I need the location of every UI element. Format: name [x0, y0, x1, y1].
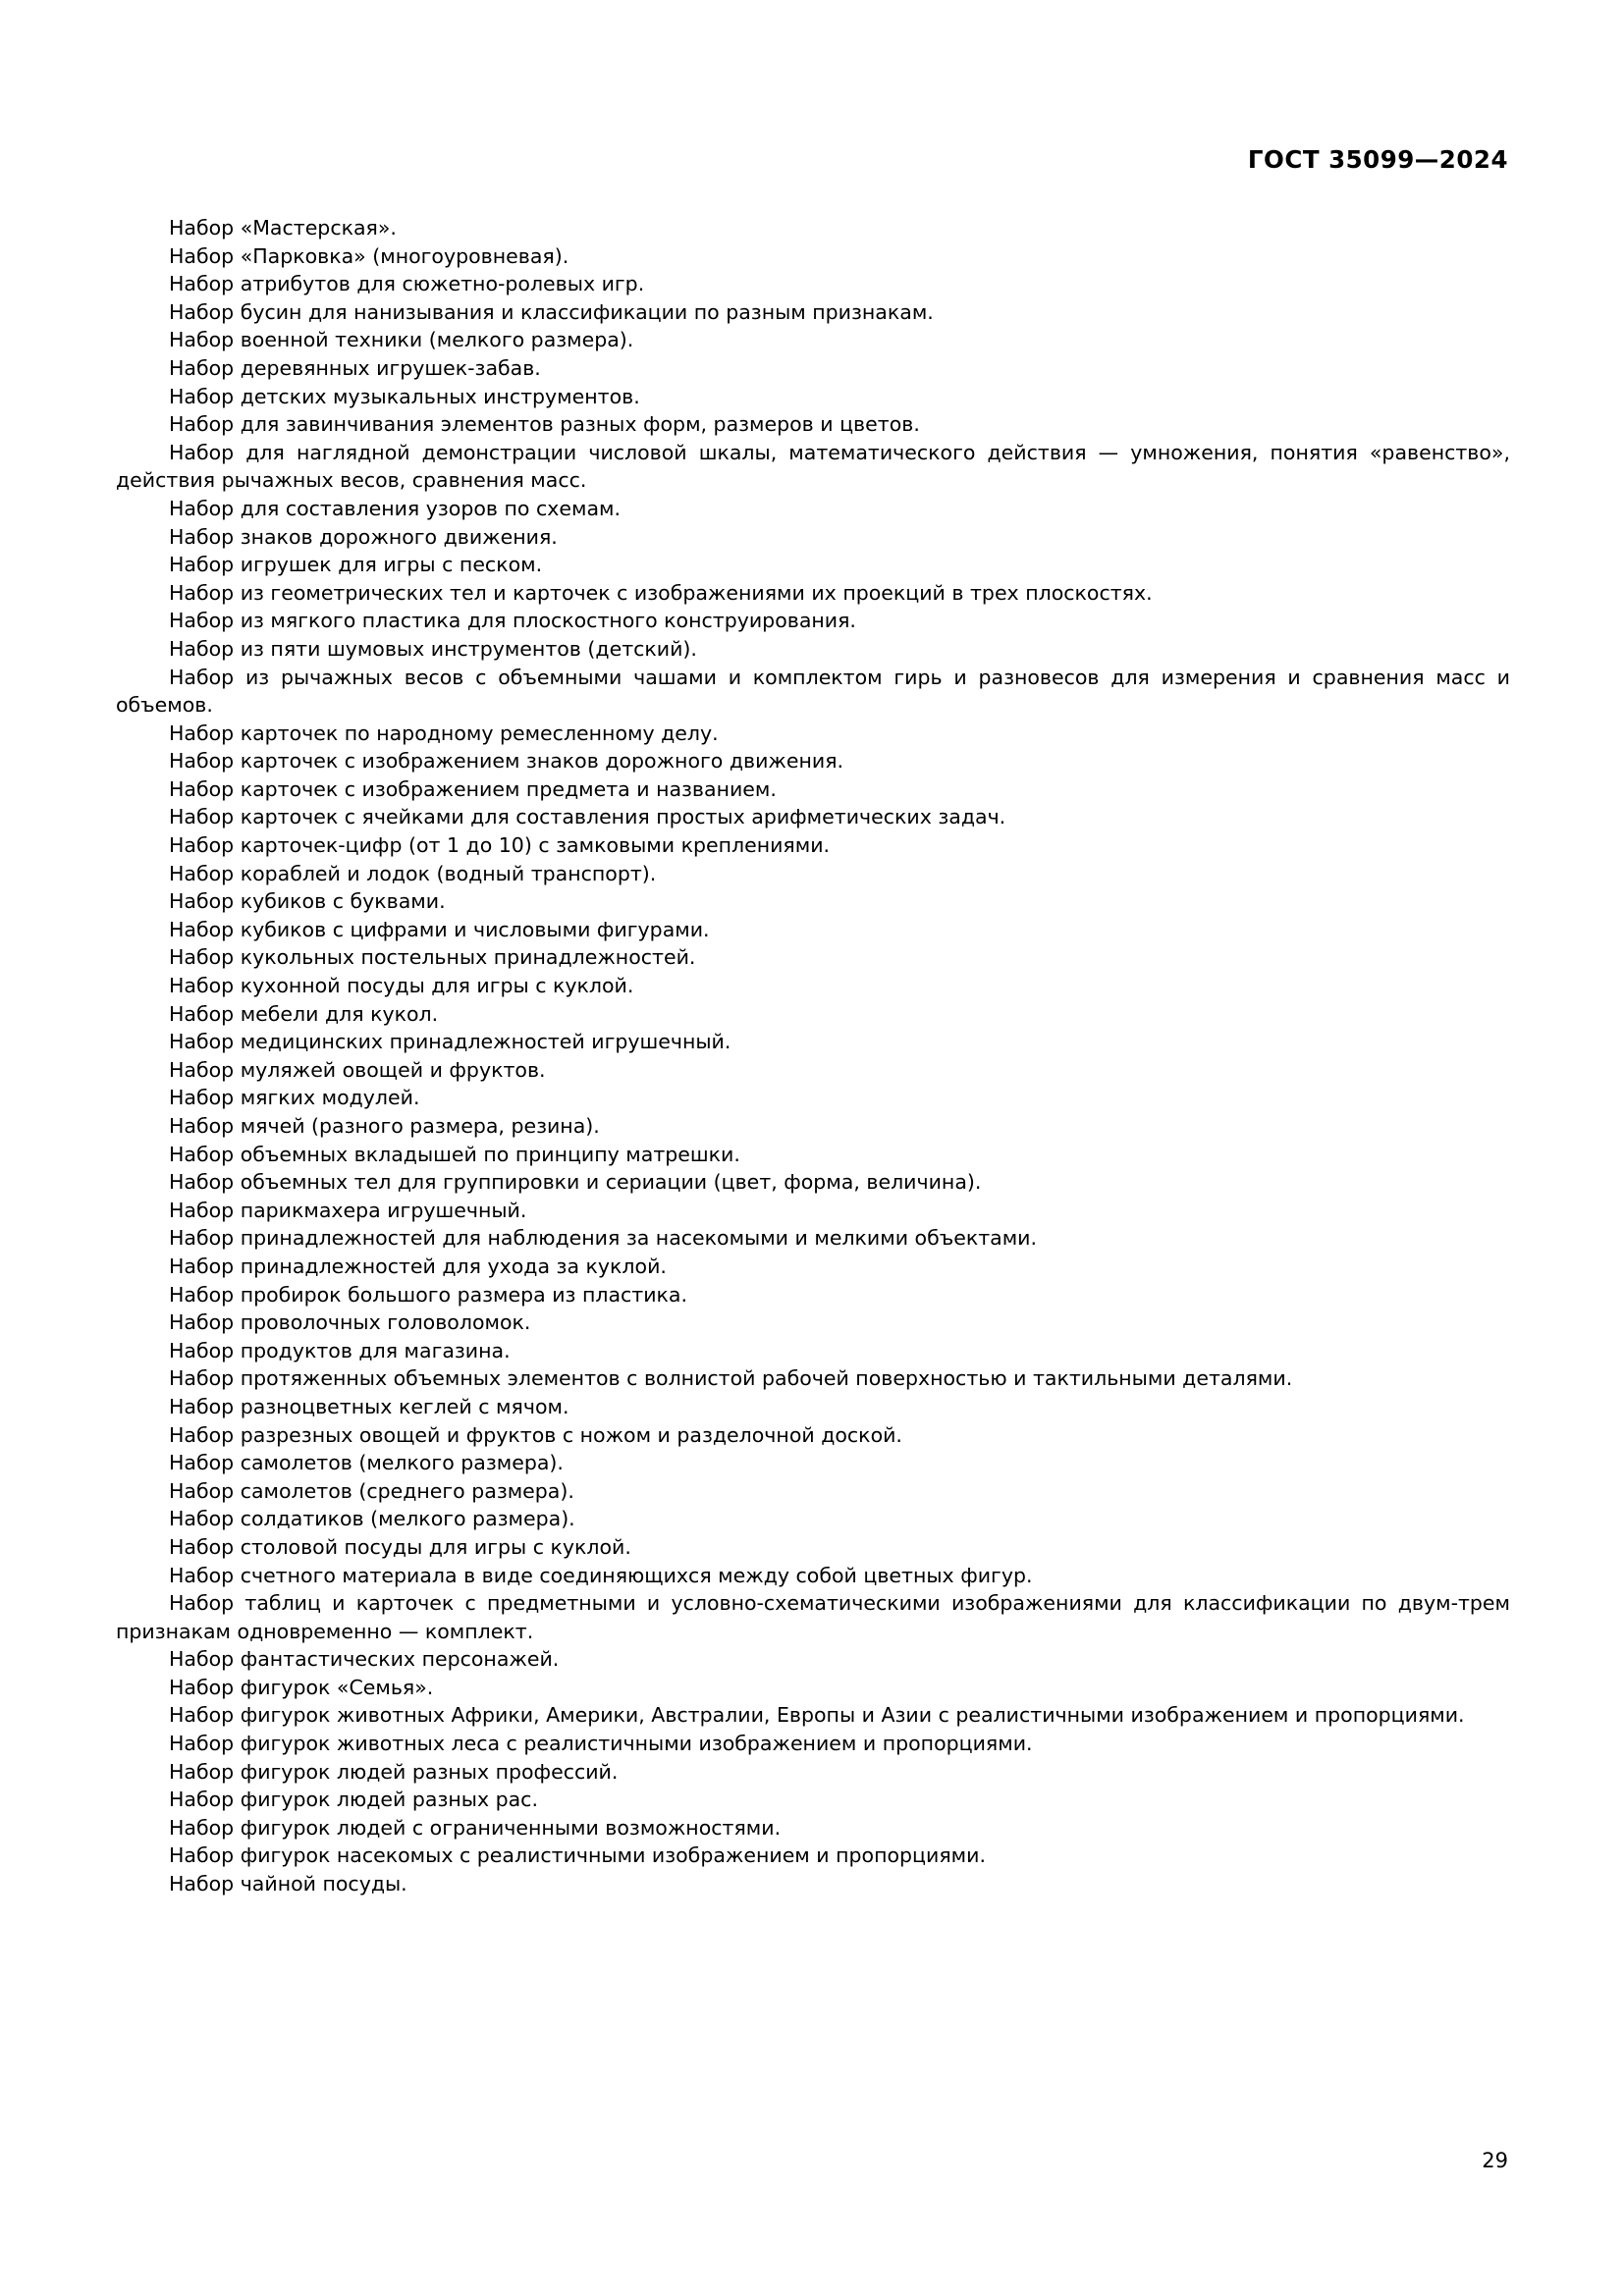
list-item: Набор таблиц и карточек с предметными и условно-схематическими изображениями для классификации по двум-трем признакам одновременно — комплект. [116, 1591, 1510, 1643]
list-item: Набор кораблей и лодок (водный транспорт). [169, 861, 657, 885]
list-item: Набор из геометрических тел и карточек с изображениями их проекций в трех плоскостях. [169, 580, 1153, 605]
list-item: Набор для составления узоров по схемам. [169, 496, 621, 520]
list-item: Набор разноцветных кеглей с мячом. [169, 1394, 569, 1418]
page-header-standard-number: ГОСТ 35099—2024 [1247, 145, 1508, 174]
list-item: Набор фигурок людей разных профессий. [169, 1759, 619, 1784]
list-item: Набор фигурок животных Африки, Америки, Австралии, Европы и Азии с реалистичными изображением и пропорциями. [169, 1703, 1465, 1728]
list-item: Набор парикмахера игрушечный. [169, 1198, 527, 1222]
list-item: Набор самолетов (среднего размера). [169, 1478, 574, 1503]
list-item: Набор продуктов для магазина. [169, 1338, 511, 1362]
list-item: Набор солдатиков (мелкого размера). [169, 1507, 575, 1531]
list-item: Набор детских музыкальных инструментов. [169, 384, 640, 408]
list-item: Набор фигурок людей с ограниченными возможностями. [169, 1815, 782, 1840]
list-item: Набор из пяти шумовых инструментов (детский). [169, 636, 697, 661]
list-item: Набор медицинских принадлежностей игрушечный. [169, 1030, 731, 1054]
list-item: Набор фигурок животных леса с реалистичными изображением и пропорциями. [169, 1732, 1033, 1756]
list-item: Набор принадлежностей для наблюдения за насекомыми и мелкими объектами. [169, 1226, 1038, 1251]
page-number: 29 [1482, 2149, 1508, 2172]
list-item: Набор муляжей овощей и фруктов. [169, 1057, 546, 1082]
list-item: Набор кубиков с буквами. [169, 889, 446, 914]
list-item: Набор для завинчивания элементов разных форм, размеров и цветов. [169, 412, 920, 437]
list-item: Набор принадлежностей для ухода за куклой. [169, 1254, 667, 1278]
list-item: Набор фигурок насекомых с реалистичными изображением и пропорциями. [169, 1843, 986, 1868]
list-item: Набор карточек с изображением знаков дорожного движения. [169, 749, 844, 774]
list-item: Набор фантастических персонажей. [169, 1647, 560, 1672]
list-item: Набор пробирок большого размера из пластика. [169, 1282, 688, 1307]
list-item: Набор из рычажных весов с объемными чашами и комплектом гирь и разновесов для измерения и сравнения масс и объемов. [116, 665, 1510, 718]
list-item: Набор столовой посуды для игры с куклой. [169, 1534, 631, 1559]
list-item: Набор проволочных головоломок. [169, 1310, 531, 1335]
list-item: Набор самолетов (мелкого размера). [169, 1451, 564, 1475]
list-item: Набор разрезных овощей и фруктов с ножом и разделочной доской. [169, 1422, 902, 1447]
list-item: Набор «Парковка» (многоуровневая). [169, 243, 569, 268]
list-item: Набор деревянных игрушек-забав. [169, 355, 541, 380]
list-item: Набор для наглядной демонстрации числовой шкалы, математического действия — умножения, понятия «равенство», действия рычажных весов, сравнения масс. [116, 440, 1510, 493]
list-item: Набор кубиков с цифрами и числовыми фигурами. [169, 917, 710, 941]
list-item: Набор карточек-цифр (от 1 до 10) с замковыми креплениями. [169, 833, 831, 858]
list-item: Набор счетного материала в виде соединяющихся между собой цветных фигур. [169, 1563, 1033, 1587]
list-item: Набор карточек с изображением предмета и названием. [169, 776, 777, 801]
document-body [116, 214, 1510, 1898]
list-item: Набор карточек по народному ремесленному делу. [169, 721, 719, 745]
list-item: Набор знаков дорожного движения. [169, 524, 558, 549]
list-item: Набор мягких модулей. [169, 1086, 420, 1110]
list-item: Набор игрушек для игры с песком. [169, 553, 543, 577]
list-item: Набор кухонной посуды для игры с куклой. [169, 974, 634, 998]
list-item: Набор из мягкого пластика для плоскостного конструирования. [169, 609, 856, 633]
list-item: Набор карточек с ячейками для составления простых арифметических задач. [169, 805, 1006, 829]
list-item: Набор фигурок людей разных рас. [169, 1788, 538, 1812]
list-item: Набор атрибутов для сюжетно-ролевых игр. [169, 272, 645, 296]
list-item: Набор бусин для нанизывания и классификации по разным признакам. [169, 299, 934, 324]
list-item: Набор объемных тел для группировки и сериации (цвет, форма, величина). [169, 1170, 982, 1195]
list-item: Набор мебели для кукол. [169, 1001, 439, 1026]
list-item: Набор кукольных постельных принадлежностей. [169, 945, 696, 970]
list-item: Набор фигурок «Семья». [169, 1675, 434, 1699]
list-item: Набор протяженных объемных элементов с волнистой рабочей поверхностью и тактильными деталями. [169, 1366, 1293, 1391]
list-item: Набор мячей (разного размера, резина). [169, 1114, 600, 1138]
list-item: Набор объемных вкладышей по принципу матрешки. [169, 1142, 740, 1166]
list-item: Набор военной техники (мелкого размера). [169, 328, 634, 352]
list-item: Набор чайной посуды. [169, 1872, 407, 1896]
list-item: Набор «Мастерская». [169, 216, 397, 240]
